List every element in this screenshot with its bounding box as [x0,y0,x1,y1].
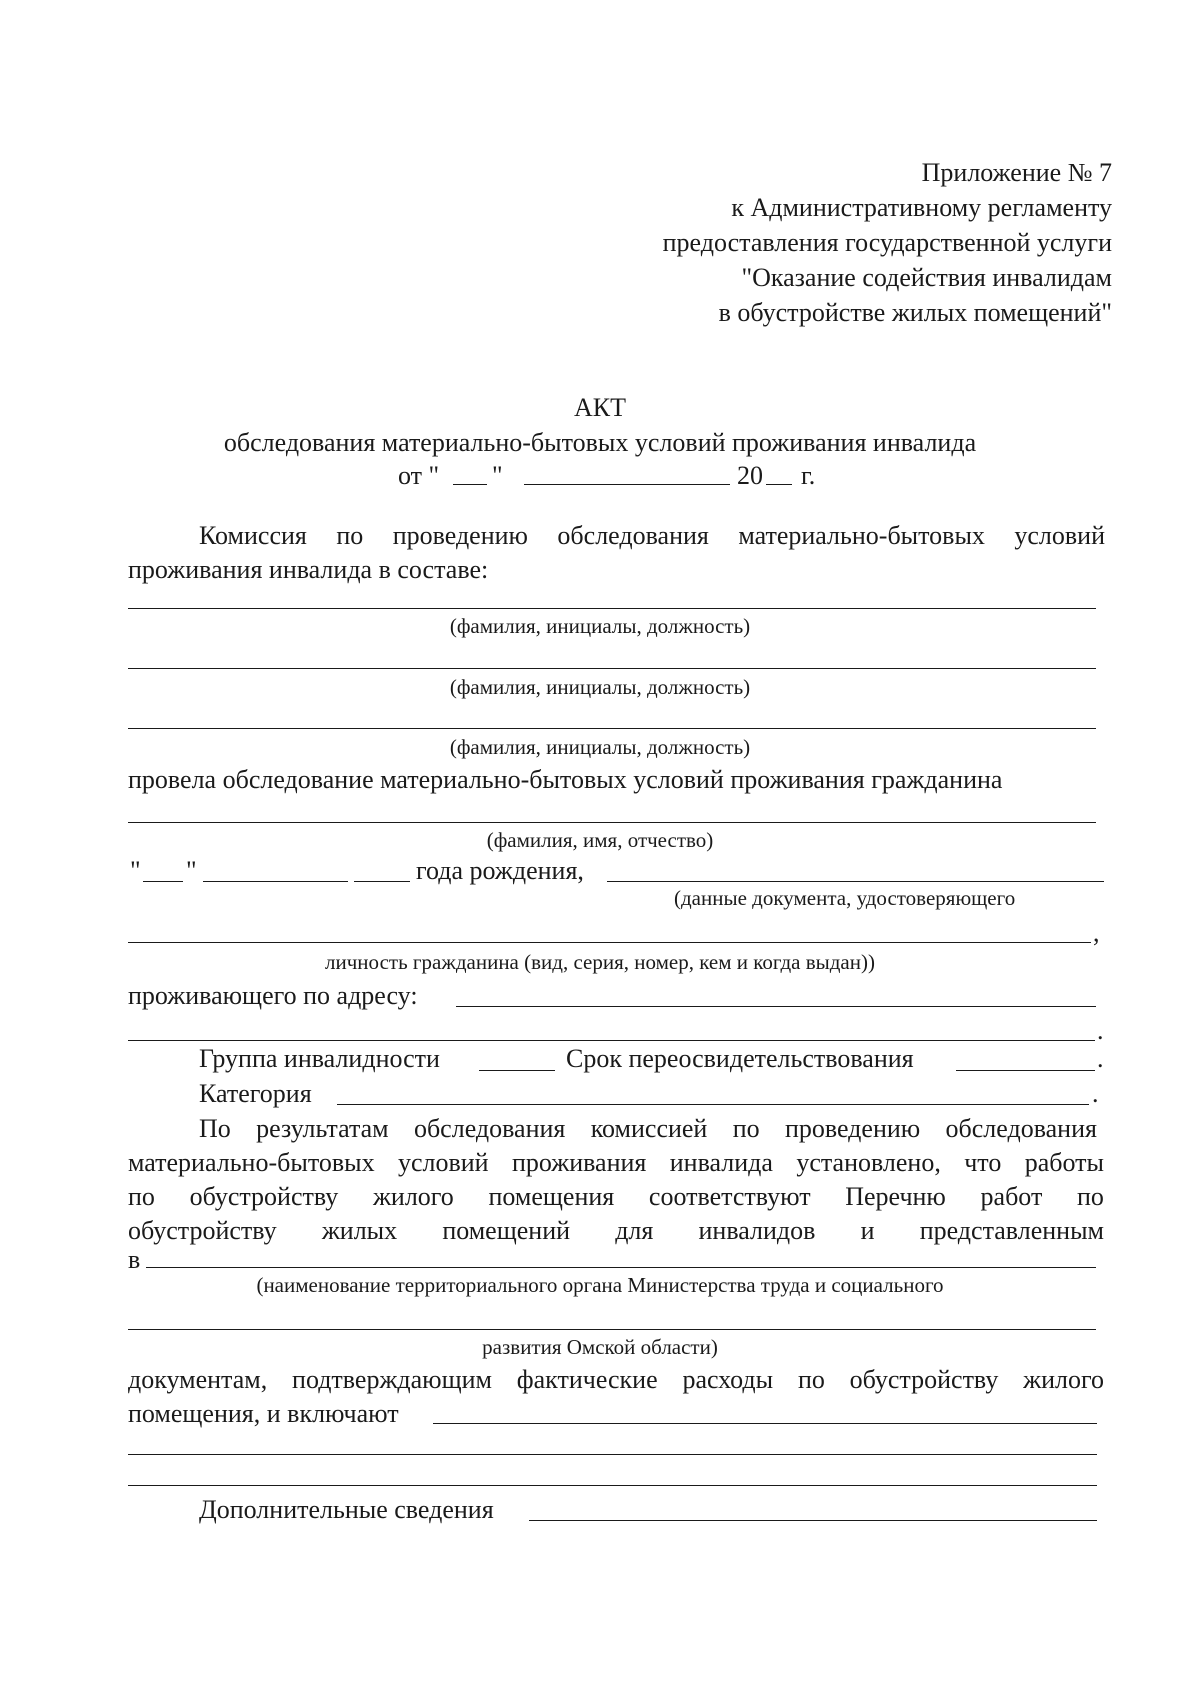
appendix-ref-title-2: в обустройстве жилых помещений" [718,298,1112,327]
date-year-field[interactable] [766,484,792,485]
member-1-caption: (фамилия, инициалы, должность) [449,614,751,638]
appendix-ref-regulation: к Административному регламенту [731,193,1112,222]
id-document-field-2[interactable] [128,942,1091,943]
id-document-field-1[interactable] [607,881,1104,882]
conducted-statement: провела обследование материально-бытовых условий проживания гражданина [128,765,1003,794]
results-line-2: материально-бытовых условий проживания инвалида установлено, что работы [128,1148,1104,1177]
birth-day-field[interactable] [143,881,183,882]
reexam-label: Срок переосвидетельствования [566,1044,914,1073]
document-subtitle: обследования материально-бытовых условий проживания инвалида [223,428,977,457]
address-field-2[interactable] [128,1040,1095,1041]
appendix-ref-title-1: "Оказание содействия инвалидам [741,263,1112,292]
documents-line-2: помещения, и включают [128,1399,399,1428]
reexam-end: . [1097,1044,1104,1073]
id-document-caption-2: личность гражданина (вид, серия, номер, кем и когда выдан)) [325,950,875,974]
date-quote: " [492,461,503,490]
appendix-ref-service: предоставления государственной услуги [662,228,1112,257]
citizen-name-field[interactable] [128,822,1096,823]
member-3-caption: (фамилия, инициалы, должность) [449,735,751,759]
includes-field-1[interactable] [433,1423,1097,1424]
birth-month-field[interactable] [203,881,348,882]
includes-field-3[interactable] [128,1485,1097,1486]
date-month-field[interactable] [524,484,730,485]
birth-label: года рождения, [416,856,584,885]
disability-group-field[interactable] [479,1070,555,1071]
results-line-3: по обустройству жилого помещения соответствуют Перечню работ по [128,1182,1104,1211]
id-document-comma: , [1093,918,1100,947]
member-2-caption: (фамилия, инициалы, должность) [449,675,751,699]
id-document-caption-1: (данные документа, удостоверяющего [674,886,1016,910]
date-year-prefix: 20 [737,461,763,490]
birth-quote-close: " [186,856,197,885]
address-label: проживающего по адресу: [128,981,418,1010]
date-day-field[interactable] [453,484,487,485]
results-line-1: По результатам обследования комиссией по проведению обследования [199,1114,1097,1143]
reexam-field[interactable] [956,1070,1095,1071]
documents-line-1: документам, подтверждающим фактические расходы по обустройству жилого [128,1365,1104,1394]
document-title: АКТ [574,393,626,422]
address-field-1[interactable] [456,1006,1096,1007]
organ-field-1[interactable] [146,1267,1096,1268]
includes-field-2[interactable] [128,1454,1097,1455]
date-suffix: г. [801,461,816,490]
organ-caption-1: (наименование территориального органа Министерства труда и социального [256,1273,944,1297]
address-end: . [1097,1016,1104,1045]
additional-info-field[interactable] [529,1520,1097,1521]
member-2-field[interactable] [128,668,1096,669]
disability-group-label: Группа инвалидности [199,1044,440,1073]
birth-year-field[interactable] [354,881,410,882]
category-label: Категория [199,1079,312,1108]
additional-info-label: Дополнительные сведения [199,1495,494,1524]
member-3-field[interactable] [128,728,1096,729]
results-in: в [128,1245,141,1274]
category-field[interactable] [337,1104,1089,1105]
commission-paragraph-line-2: проживания инвалида в составе: [128,555,489,584]
appendix-number: Приложение № 7 [921,158,1112,187]
organ-caption-2: развития Омской области) [482,1335,718,1359]
results-line-4: обустройству жилых помещений для инвалидов и представленным [128,1216,1104,1245]
date-prefix: от " [398,461,440,490]
citizen-name-caption: (фамилия, имя, отчество) [486,828,714,852]
category-end: . [1092,1079,1099,1108]
birth-quote-open: " [130,856,141,885]
organ-field-2[interactable] [128,1329,1096,1330]
member-1-field[interactable] [128,608,1096,609]
commission-paragraph-line-1: Комиссия по проведению обследования материально-бытовых условий [199,521,1105,550]
